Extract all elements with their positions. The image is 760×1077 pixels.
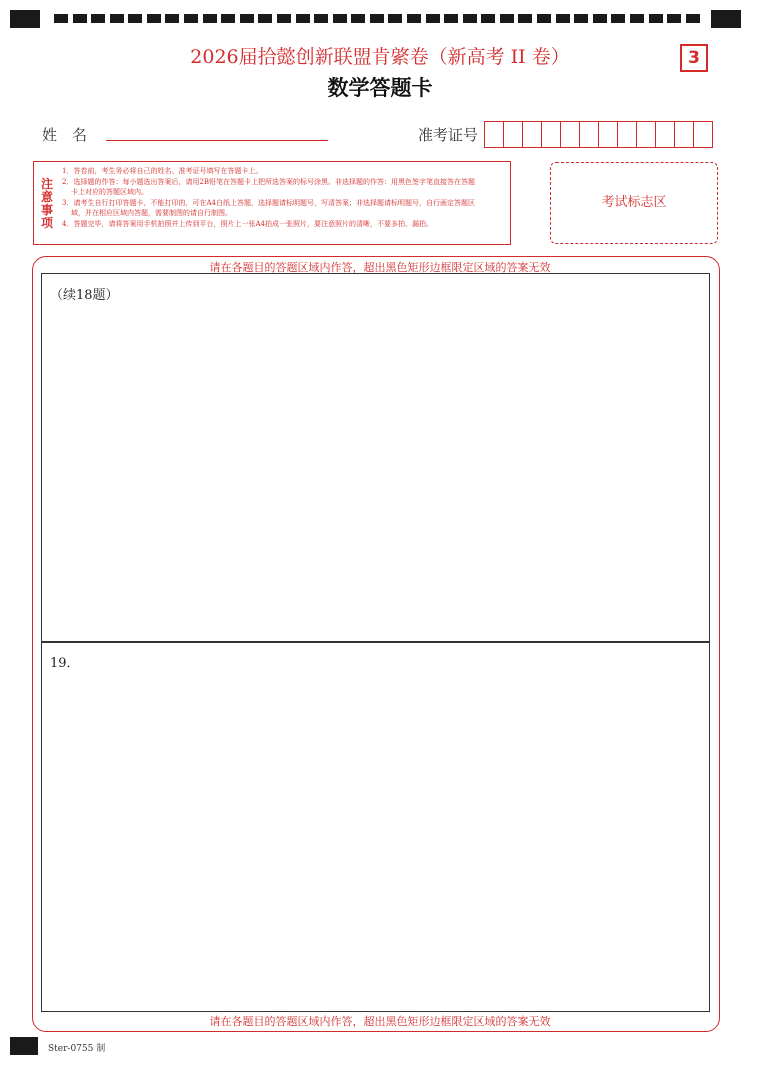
notice-list xyxy=(62,166,508,229)
exam-id-cell[interactable] xyxy=(561,122,580,147)
notice-title: 注意事项 xyxy=(40,177,53,230)
exam-title: 2026届拾懿创新联盟肯綮卷（新高考 II 卷） xyxy=(190,46,570,68)
name-field[interactable] xyxy=(106,140,328,141)
notice-item: 2．选择题的作答：每小题选出答案后，请用2B铅笔在答题卡上把所选答案的标号涂黑。非选择题的作答：用黑色签字笔直接答在答题 xyxy=(62,177,476,186)
exam-id-cell[interactable] xyxy=(485,122,504,147)
exam-id-cell[interactable] xyxy=(580,122,599,147)
notice-item: 卡上对应的答题区域内。 xyxy=(71,188,148,196)
exam-id-cell[interactable] xyxy=(637,122,656,147)
exam-mark-area: 考试标志区 xyxy=(550,162,718,244)
exam-id-cell[interactable] xyxy=(599,122,618,147)
question-label: 19． xyxy=(50,656,80,671)
timing-marks xyxy=(54,14,700,23)
notice-item: 4．答题完毕，请将答案用手机拍照并上传到平台，照片上一张A4拍成一张照片，要注意照片的清晰，不要多拍、漏拍。 xyxy=(62,219,433,228)
exam-id-label: 准考证号 xyxy=(418,126,479,144)
notice-box xyxy=(33,161,511,245)
answer-area-warning-bottom: 请在各题目的答题区域内作答，超出黑色矩形边框限定区域的答案无效 xyxy=(209,1015,551,1028)
exam-id-cell[interactable] xyxy=(656,122,675,147)
registration-mark-top-right xyxy=(711,10,741,28)
question-18-continued-box[interactable] xyxy=(41,273,710,643)
page-number: 3 xyxy=(680,44,708,72)
exam-id-cell[interactable] xyxy=(618,122,637,147)
exam-id-cell[interactable] xyxy=(694,122,712,147)
registration-mark-top-left xyxy=(10,10,40,28)
exam-id-cell[interactable] xyxy=(675,122,694,147)
name-label: 姓 名 xyxy=(42,126,88,144)
exam-id-cell[interactable] xyxy=(504,122,523,147)
notice-item: 域，并在相应区域内答题，需要制图的请自行制图。 xyxy=(71,209,232,217)
answer-area-warning-top: 请在各题目的答题区域内作答，超出黑色矩形边框限定区域的答案无效 xyxy=(209,261,551,274)
registration-mark-bottom-left xyxy=(10,1037,38,1055)
answer-sheet-title: 数学答题卡 xyxy=(327,76,433,100)
exam-id-cell[interactable] xyxy=(523,122,542,147)
exam-id-boxes[interactable] xyxy=(484,121,713,148)
exam-id-cell[interactable] xyxy=(542,122,561,147)
question-19-box[interactable] xyxy=(41,641,710,1012)
notice-item: 3．请考生自行打印答题卡，不能打印的，可在A4白纸上答题，选择题请标明题号，写清答案；非选择题请标明题号，自行画定答题区 xyxy=(62,198,475,207)
question-label: （续18题） xyxy=(50,288,119,303)
footer-code: Ster-0755 制 xyxy=(48,1044,106,1054)
notice-item: 1．答卷前，考生务必将自己的姓名、准考证号填写在答题卡上。 xyxy=(62,167,263,175)
